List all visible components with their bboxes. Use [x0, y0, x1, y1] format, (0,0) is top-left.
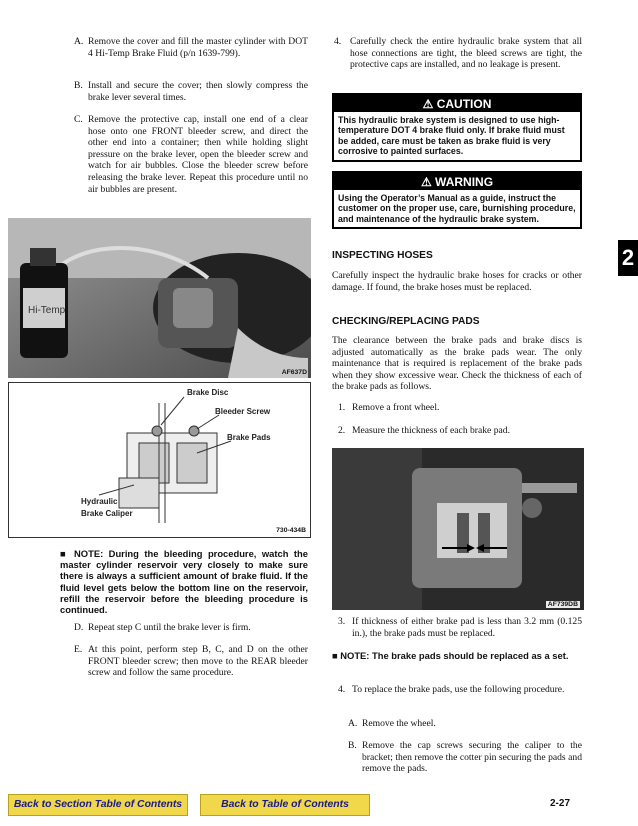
brake-caliper-diagram	[8, 382, 311, 538]
figure-id: AF739DB	[547, 601, 578, 608]
step-text: If thickness of either brake pad is less than 3.2 mm (0.125 in.), the brake pads must be replaced.	[352, 616, 582, 639]
figure-id: 730-434B	[276, 527, 306, 534]
step-letter: B.	[74, 80, 83, 91]
toc-link[interactable]: Back to Table of Contents	[200, 794, 370, 816]
bleeding-photo	[8, 218, 311, 378]
heading-inspecting-hoses: INSPECTING HOSES	[332, 250, 433, 261]
step-letter: A.	[74, 36, 84, 47]
step-letter: C.	[74, 114, 83, 125]
caution-text: This hydraulic brake system is designed to use high-temperature DOT 4 brake fluid only. If brake fluid must be added, care must be taken as brake fluid is very corrosive to painted surfaces.	[332, 112, 582, 162]
caution-box	[332, 93, 582, 162]
heading-checking-pads: CHECKING/REPLACING PADS	[332, 316, 480, 327]
step-letter: A.	[348, 718, 358, 729]
caution-title: CAUTION	[436, 97, 492, 111]
brake-pad-photo	[332, 448, 584, 610]
bleeding-note: ■ NOTE: During the bleeding procedure, watch the master cylinder reservoir very closely to make sure there is always a sufficient amount of brake fluid. If the fluid level gets below the bottom line on the reservoir, refill the reservoir before the bleeding procedure is continued.	[60, 548, 308, 616]
step-text: Remove the cap screws securing the caliper to the bracket; then remove the cotter pin securing the pads and remove the pads.	[362, 740, 582, 775]
label-brake-caliper: Brake Caliper	[81, 509, 133, 518]
label-hydraulic: Hydraulic	[81, 497, 118, 506]
step-number: 3.	[338, 616, 346, 627]
warning-box	[332, 171, 582, 229]
step-text: Measure the thickness of each brake pad.	[352, 425, 510, 436]
step-number: 1.	[338, 402, 346, 413]
caution-header	[332, 93, 582, 112]
label-brake-pads: Brake Pads	[227, 433, 271, 442]
step-text: Repeat step C until the brake lever is firm.	[88, 622, 251, 633]
step-text: To replace the brake pads, use the following procedure.	[352, 684, 565, 695]
warning-triangle-icon: ⚠	[420, 175, 432, 189]
step-text: Remove the protective cap, install one end of a clear hose onto one FRONT bleeder screw, and direct the other end into a container; then while holding slight pressure on the brake lever, open the bleeder screw and watch for air bubbles. Close the bleeder screw before releasing the brake lever. Repeat this procedure until no air bubbles are present.	[88, 114, 308, 195]
step-text: Remove a front wheel.	[352, 402, 440, 413]
step-text: Install and secure the cover; then slowly compress the brake lever several times.	[88, 80, 308, 103]
paragraph-hoses: Carefully inspect the hydraulic brake hoses for cracks or other damage. If found, the brake hoses must be replaced.	[332, 270, 582, 293]
step-text: Carefully check the entire hydraulic brake system that all hose connections are tight, the bleed screws are tight, the protective caps are installed, and no leakage is present.	[350, 36, 582, 71]
section-tab: 2	[618, 240, 638, 276]
step-letter: D.	[74, 622, 84, 633]
step-text: At this point, perform step B, C, and D on the other FRONT bleeder screw; then move to the REAR bleeder screw and follow the same procedure.	[88, 644, 308, 679]
warning-title: WARNING	[435, 175, 494, 189]
page-number: 2-27	[550, 798, 571, 809]
warning-text: Using the Operator’s Manual as a guide, instruct the customer on the proper use, care, burnishing procedure, and maintenance of the hydraulic brake system.	[332, 190, 582, 229]
label-bleeder-screw: Bleeder Screw	[215, 407, 271, 416]
step-number: 2.	[338, 425, 346, 436]
step-letter: E.	[74, 644, 83, 655]
warning-triangle-icon: ⚠	[422, 97, 434, 111]
pads-note: ■ NOTE: The brake pads should be replaced as a set.	[332, 650, 569, 661]
paragraph-pads: The clearance between the brake pads and brake discs is adjusted automatically as the brake pads wear. The only maintenance that is required is replacement of the brake pads when they show excessive wear. Check the thickness of each of the brake pads as follows.	[332, 335, 582, 393]
warning-header	[332, 171, 582, 190]
step-letter: B.	[348, 740, 357, 751]
step-text: Remove the cover and fill the master cylinder with DOT 4 Hi-Temp Brake Fluid (p/n 1639-799).	[88, 36, 308, 59]
step-number: 4.	[338, 684, 346, 695]
figure-id: AF637D	[281, 369, 307, 376]
step-number: 4.	[334, 36, 342, 47]
label-brake-disc: Brake Disc	[187, 388, 229, 397]
step-text: Remove the wheel.	[362, 718, 436, 729]
section-toc-link[interactable]: Back to Section Table of Contents	[8, 794, 188, 816]
svg-text:Hi-Temp: Hi-Temp	[28, 305, 66, 316]
